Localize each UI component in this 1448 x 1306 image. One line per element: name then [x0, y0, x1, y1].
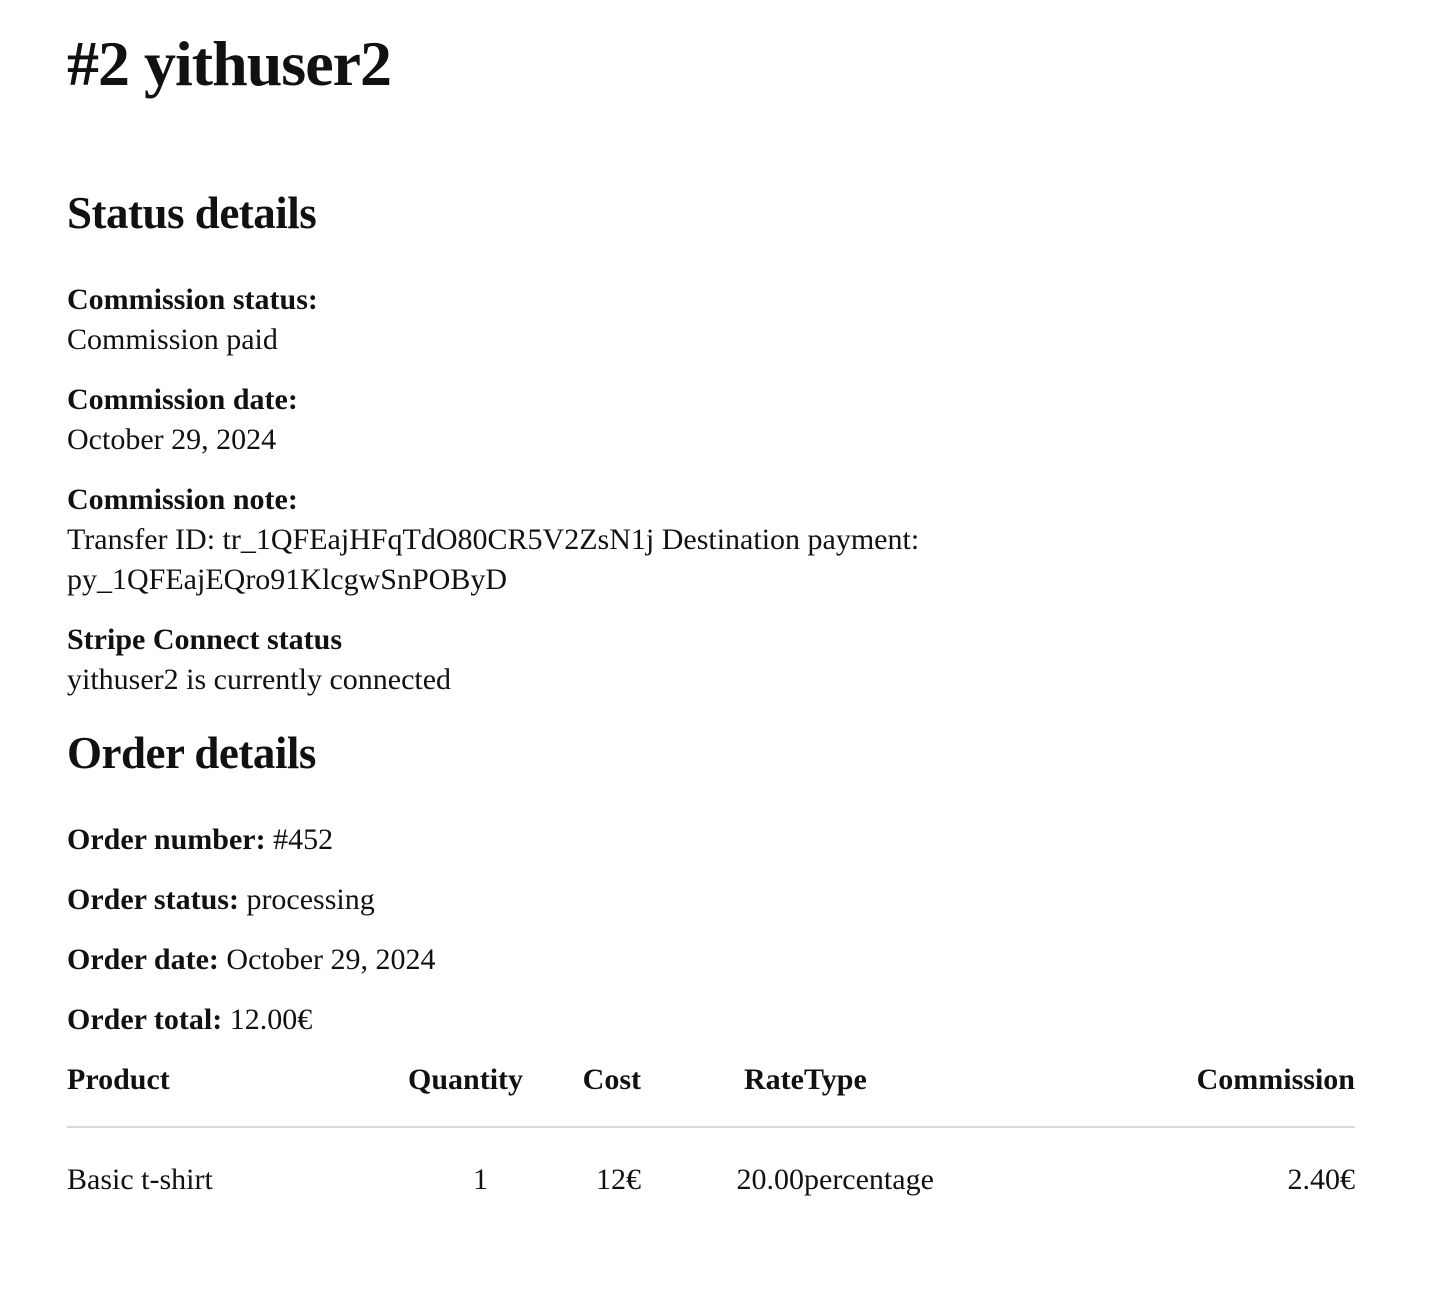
item-cost: 12€	[596, 1163, 641, 1196]
column-header-quantity: Quantity	[408, 1060, 488, 1127]
order-number-label: Order number:	[67, 823, 266, 856]
order-details-heading: Order details	[67, 728, 316, 778]
order-date-value: October 29, 2024	[226, 943, 436, 976]
order-number-value: #452	[273, 823, 334, 856]
order-total-value: 12.00€	[229, 1003, 313, 1036]
page-title: #2 yithuser2	[67, 28, 391, 99]
commission-status-label: Commission status:	[67, 283, 318, 316]
order-number-field	[67, 820, 1355, 860]
item-rate: 20.00	[736, 1163, 804, 1196]
stripe-connect-status-value: yithuser2 is currently connected	[67, 663, 452, 696]
commission-status-field	[67, 280, 1107, 360]
commission-note-value: Transfer ID: tr_1QFEajHFqTdO80CR5V2ZsN1j Destination payment: py_1QFEajEQro91KlcgwSnPOByD	[67, 523, 920, 596]
commission-date-field	[67, 380, 1107, 460]
order-status-label: Order status:	[67, 883, 239, 916]
order-total-field	[67, 1000, 1355, 1040]
item-commission: 2.40€	[1287, 1163, 1355, 1196]
stripe-connect-status-field	[67, 620, 1107, 700]
order-total-label: Order total:	[67, 1003, 223, 1036]
item-type: percentage	[804, 1163, 934, 1196]
commission-date-value: October 29, 2024	[67, 423, 277, 456]
table-header-row	[67, 1060, 1355, 1127]
commission-note-field	[67, 480, 1107, 600]
order-status-value: processing	[246, 883, 375, 916]
order-items-table	[67, 1060, 1355, 1200]
commission-note-label: Commission note:	[67, 483, 298, 516]
column-header-cost: Cost	[488, 1060, 641, 1127]
order-date-label: Order date:	[67, 943, 219, 976]
column-header-type: Type	[804, 1060, 1053, 1127]
status-details-section	[67, 188, 1448, 700]
item-product: Basic t-shirt	[67, 1163, 213, 1196]
column-header-product: Product	[67, 1060, 408, 1127]
commission-date-label: Commission date:	[67, 383, 298, 416]
column-header-rate: Rate	[641, 1060, 804, 1127]
order-status-field	[67, 880, 1355, 920]
column-header-commission: Commission	[1053, 1060, 1355, 1127]
table-row	[67, 1127, 1355, 1200]
order-date-field	[67, 940, 1355, 980]
item-quantity: 1	[473, 1163, 488, 1196]
stripe-connect-status-label: Stripe Connect status	[67, 623, 342, 656]
order-details-section	[67, 728, 1448, 1200]
status-details-heading: Status details	[67, 188, 317, 238]
commission-status-value: Commission paid	[67, 323, 278, 356]
